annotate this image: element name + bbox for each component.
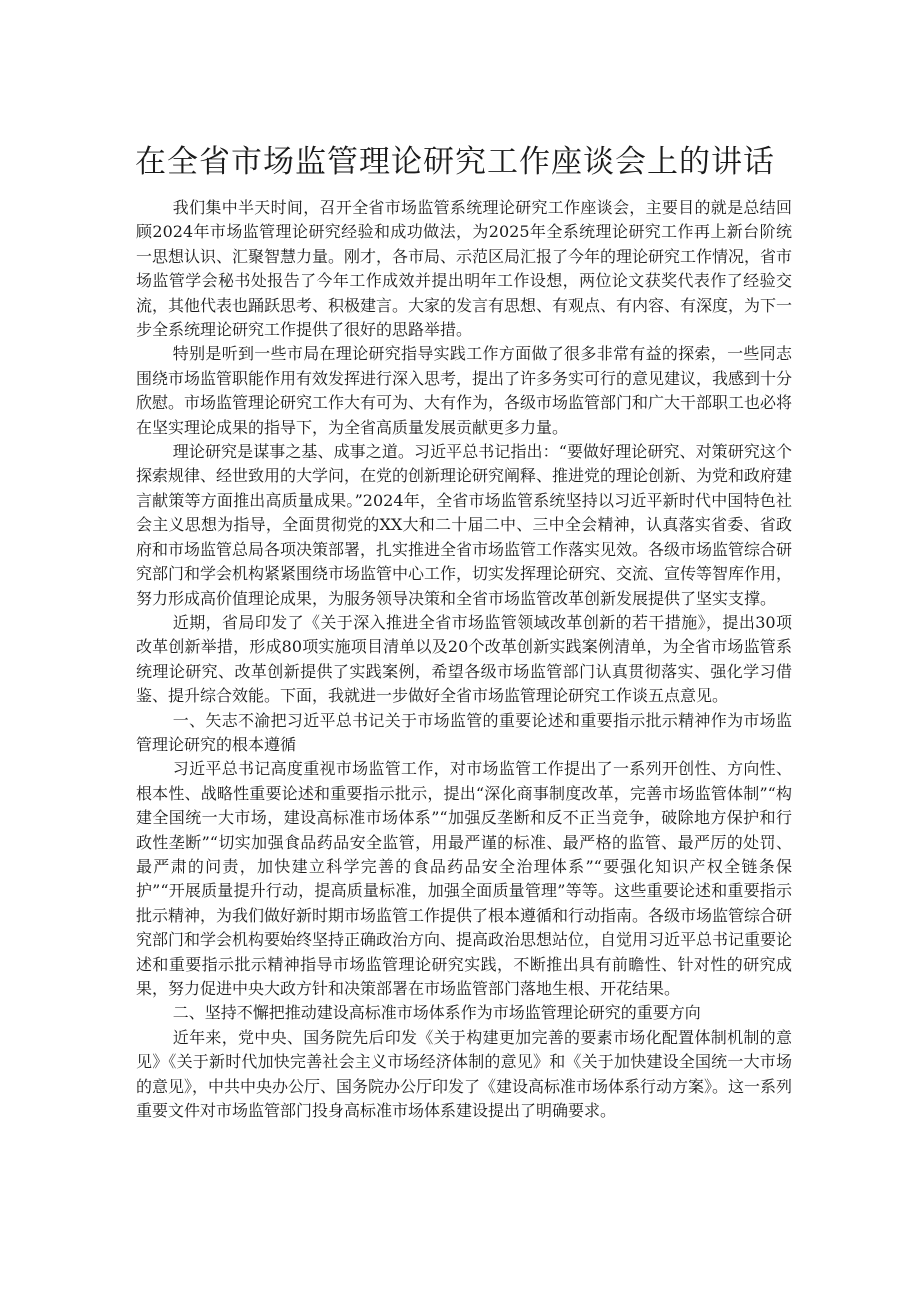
paragraph-6: 近年来，党中央、国务院先后印发《关于构建更加完善的要素市场化配置体制机制的意见》《关于新时代加快完善社会主义市场经济体制的意见》和《关于加快建设全国统一大市场的意见》，中共中央办公厅、国务院办公厅印发了《建设高标准市场体系行动方案》。这一系列重要文件对市场监管部门投身高标准市场体系建设提出了明确要求。 <box>136 1027 793 1121</box>
paragraph-2: 特别是听到一些市局在理论研究指导实践工作方面做了很多非常有益的探索，一些同志围绕市场监管职能作用有效发挥进行深入思考，提出了许多务实可行的意见建议，我感到十分欣慰。市场监管理论研究工作大有可为、大有作为，各级市场监管部门和广大干部职工也必将在坚实理论成果的指导下，为全省高质量发展贡献更多力量。 <box>136 344 793 437</box>
document-body <box>136 196 792 1123</box>
paragraph-5: 习近平总书记高度重视市场监管工作，对市场监管工作提出了一系列开创性、方向性、根本性、战略性重要论述和重要指示批示，提出“深化商事制度改革，完善市场监管体制”“构建全国统一大市场，建设高标准市场体系”“加强反垄断和反不正当竞争，破除地方保护和行政性垄断”“切实加强食品药品安全监管，用最严谨的标准、最严格的监管、最严厉的处罚、最严肃的问责，加快建立科学完善的食品药品安全治理体系”“要强化知识产权全链条保护”“开展质量提升行动，提高质量标准，加强全面质量管理”等等。这些重要论述和重要指示批示精神，为我们做好新时期市场监管工作提供了根本遵循和行动指南。各级市场监管综合研究部门和学会机构要始终坚持正确政治方向、提高政治思想站位，自觉用习近平总书记重要论述和重要指示批示精神指导市场监管理论研究实践，不断推出具有前瞻性、针对性的研究成果，努力促进中央大政方针和决策部署在市场监管部门落地生根、开花结果。 <box>136 759 793 998</box>
paragraph-3: 理论研究是谋事之基、成事之道。习近平总书记指出：“要做好理论研究、对策研究这个探索规律、经世致用的大学问，在党的创新理论研究阐释、推进党的理论创新、为党和政府建言献策等方面推出高质量成果。”2024年，全省市场监管系统坚持以习近平新时代中国特色社会主义思想为指导，全面贯彻党的XX大和二十届二中、三中全会精神，认真落实省委、省政府和市场监管总局各项决策部署，扎实推进全省市场监管工作落实见效。各级市场监管综合研究部门和学会机构紧紧围绕市场监管中心工作，切实发挥理论研究、交流、宣传等智库作用，努力形成高价值理论成果，为服务领导决策和全省市场监管改革创新发展提供了坚实支撑。 <box>136 442 793 608</box>
paragraph-4: 近期，省局印发了《关于深入推进全省市场监管领域改革创新的若干措施》，提出30项改革创新举措，形成80项实施项目清单以及20个改革创新实践案例清单，为全省市场监管系统理论研究、改革创新提供了实践案例，希望各级市场监管部门认真贯彻落实、强化学习借鉴、提升综合效能。下面，我就进一步做好全省市场监管理论研究工作谈五点意见。 <box>136 612 792 706</box>
section-heading-2: 二、坚持不懈把推动建设高标准市场体系作为市场监管理论研究的重要方向 <box>172 1003 701 1023</box>
document-title: 在全省市场监管理论研究工作座谈会上的讲话 <box>135 144 775 180</box>
section-heading-1: 一、矢志不渝把习近平总书记关于市场监管的重要论述和重要指示批示精神作为市场监管理论研究的根本遵循 <box>136 710 792 754</box>
paragraph-1: 我们集中半天时间，召开全省市场监管系统理论研究工作座谈会，主要目的就是总结回顾2024年市场监管理论研究经验和成功做法，为2025年全系统理论研究工作再上新台阶统一思想认识、汇聚智慧力量。刚才，各市局、示范区局汇报了今年的理论研究工作情况，省市场监管学会秘书处报告了今年工作成效并提出明年工作设想，两位论文获奖代表作了经验交流，其他代表也踊跃思考、积极建言。大家的发言有思想、有观点、有内容、有深度，为下一步全系统理论研究工作提供了很好的思路举措。 <box>136 198 793 340</box>
